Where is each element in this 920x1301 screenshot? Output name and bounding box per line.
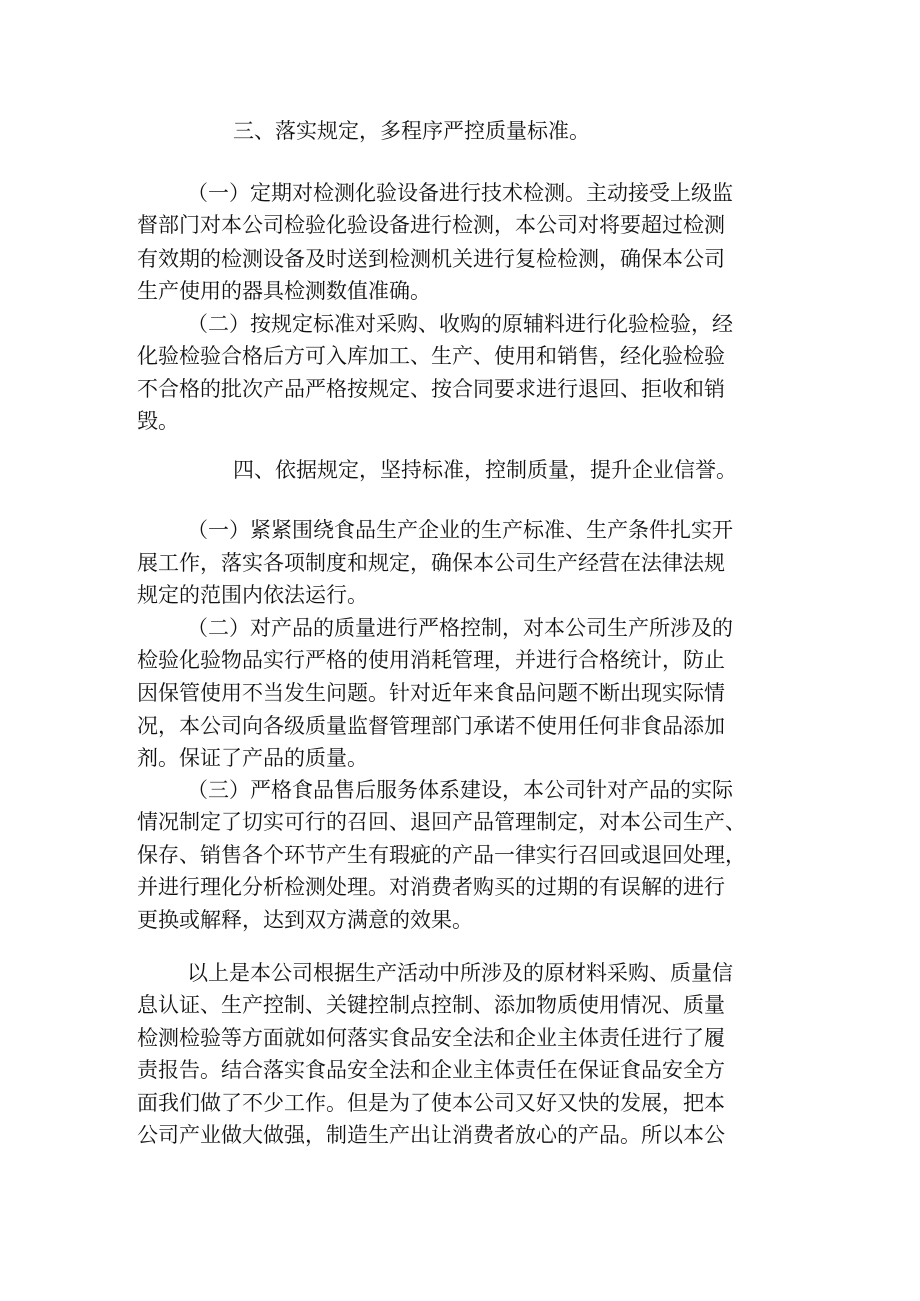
paragraph-line: 毁。: [137, 409, 179, 433]
paragraph-line: 情况制定了切实可行的召回、退回产品管理制定，对本公司生产、: [137, 810, 746, 834]
paragraph-line: （一）紧紧围绕食品生产企业的生产标准、生产条件扎实开: [187, 518, 733, 542]
paragraph-line: （一）定期对检测化验设备进行技术检测。主动接受上级监: [187, 181, 733, 205]
paragraph-line: 保存、销售各个环节产生有瑕疵的产品一律实行召回或退回处理，: [137, 843, 746, 867]
paragraph-line: 不合格的批次产品严格按规定、按合同要求进行退回、拒收和销: [137, 377, 725, 401]
paragraph-line: 责报告。结合落实食品安全法和企业主体责任在保证食品安全方: [137, 1058, 725, 1082]
paragraph-line: 因保管使用不当发生问题。针对近年来食品问题不断出现实际情: [137, 681, 725, 705]
paragraph-line: 生产使用的器具检测数值准确。: [137, 279, 431, 303]
paragraph-line: 检测检验等方面就如何落实食品安全法和企业主体责任进行了履: [137, 1026, 725, 1050]
paragraph-line: 更换或解释，达到双方满意的效果。: [137, 908, 473, 932]
paragraph-line: 并进行理化分析检测处理。对消费者购买的过期的有误解的进行: [137, 875, 725, 899]
paragraph-line: 息认证、生产控制、关键控制点控制、添加物质使用情况、质量: [137, 993, 725, 1017]
paragraph-line: 公司产业做大做强，制造生产出让消费者放心的产品。所以本公: [137, 1123, 725, 1147]
section-heading-3: 三、落实规定，多程序严控质量标准。: [233, 119, 590, 143]
paragraph-line: 有效期的检测设备及时送到检测机关进行复检检测，确保本公司: [137, 247, 725, 271]
paragraph-line: （三）严格食品售后服务体系建设，本公司针对产品的实际: [187, 778, 733, 802]
paragraph-line: 况，本公司向各级质量监督管理部门承诺不使用任何非食品添加: [137, 714, 725, 738]
paragraph-line: 检验化验物品实行严格的使用消耗管理，并进行合格统计，防止: [137, 648, 725, 672]
paragraph-line: 以上是本公司根据生产活动中所涉及的原材料采购、质量信: [187, 961, 733, 985]
paragraph-line: （二）按规定标准对采购、收购的原辅料进行化验检验，经: [187, 312, 733, 336]
paragraph-line: 剂。保证了产品的质量。: [137, 746, 368, 770]
paragraph-line: 面我们做了不少工作。但是为了使本公司又好又快的发展，把本: [137, 1091, 725, 1115]
paragraph-line: 化验检验合格后方可入库加工、生产、使用和销售，经化验检验: [137, 344, 725, 368]
paragraph-line: （二）对产品的质量进行严格控制，对本公司生产所涉及的: [187, 616, 733, 640]
paragraph-line: 规定的范围内依法运行。: [137, 583, 368, 607]
section-heading-4: 四、依据规定，坚持标准，控制质量，提升企业信誉。: [233, 458, 737, 482]
paragraph-line: 展工作，落实各项制度和规定，确保本公司生产经营在法律法规: [137, 551, 725, 575]
paragraph-line: 督部门对本公司检验化验设备进行检测，本公司对将要超过检测: [137, 213, 725, 237]
